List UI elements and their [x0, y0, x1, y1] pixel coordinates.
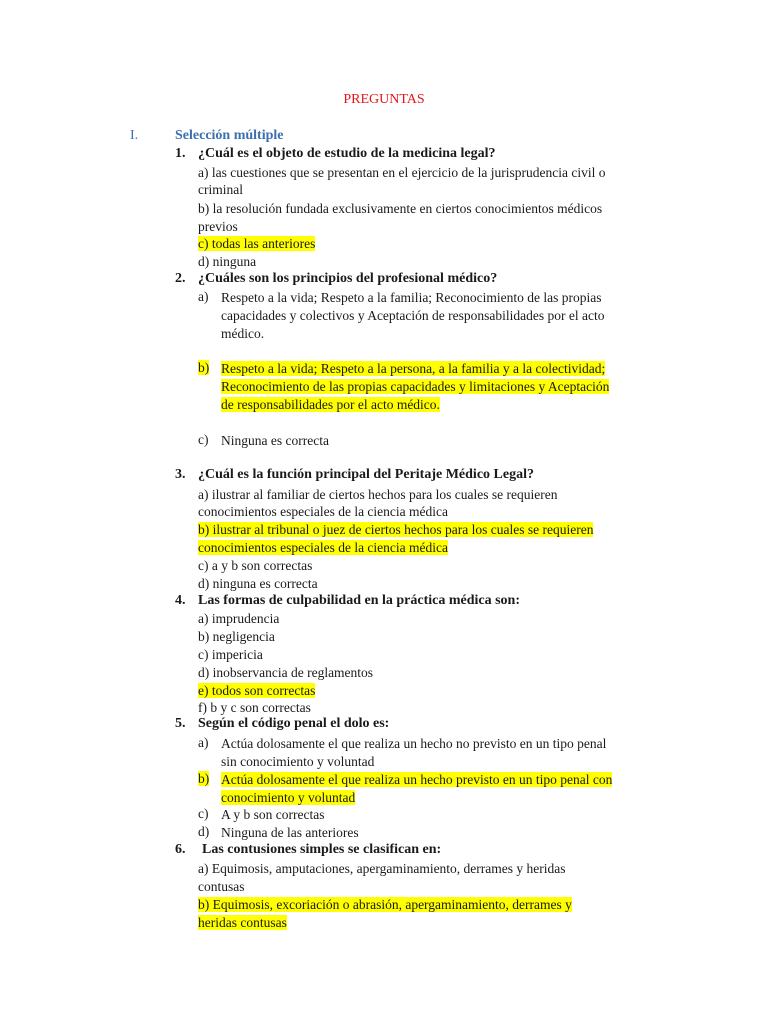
question-3-line-1: a) ilustrar al familiar de ciertos hechos para los cuales se requieren — [198, 487, 558, 502]
question-6-text: Las contusiones simples se clasifican en: — [202, 842, 442, 857]
question-3-answer-line-2: conocimientos especiales de la ciencia médica — [198, 540, 449, 555]
question-5-option-a-line-1: Actúa dolosamente el que realiza un hecho no previsto en un tipo penal — [221, 736, 607, 751]
question-2-option-c-label: c) — [198, 432, 209, 447]
question-1-line-2: criminal — [198, 182, 243, 197]
question-5-text: Según el código penal el dolo es: — [198, 716, 390, 731]
question-5-option-b-line-1: Actúa dolosamente el que realiza un hecho previsto en un tipo penal con — [221, 772, 613, 787]
question-2-option-b-line-3: de responsabilidades por el acto médico. — [221, 397, 440, 412]
question-6-line-2: contusas — [198, 879, 245, 894]
question-4-line-4: d) inobservancia de reglamentos — [198, 665, 374, 680]
question-5-option-b-label: b) — [198, 771, 210, 786]
question-6-answer-line-1: b) Equimosis, excoriación o abrasión, apergaminamiento, derrames y — [198, 897, 572, 912]
question-1-line-4: previos — [198, 219, 238, 234]
question-3-text: ¿Cuál es la función principal del Peritaje Médico Legal? — [198, 467, 534, 482]
section-number: I. — [130, 128, 139, 143]
question-1-text: ¿Cuál es el objeto de estudio de la medicina legal? — [198, 146, 496, 161]
question-2-option-a-line-3: médico. — [221, 326, 265, 341]
question-2-option-b-label: b) — [198, 360, 210, 375]
question-4-text: Las formas de culpabilidad en la práctica médica son: — [198, 593, 521, 608]
question-2-option-a-line-2: capacidades y colectivos y Aceptación de responsabilidades por el acto — [221, 308, 605, 323]
question-4-line-2: b) negligencia — [198, 629, 275, 644]
question-6-line-1: a) Equimosis, amputaciones, apergaminamiento, derrames y heridas — [198, 861, 566, 876]
question-5-option-a-line-2: sin conocimiento y voluntad — [221, 754, 375, 769]
question-5-option-b-line-2: conocimiento y voluntad — [221, 790, 356, 805]
question-2-option-c-line-1: Ninguna es correcta — [221, 433, 329, 448]
question-1-number: 1. — [175, 146, 186, 161]
question-1-answer: c) todas las anteriores — [198, 236, 316, 251]
question-2-text: ¿Cuáles son los principios del profesional médico? — [198, 271, 498, 286]
question-1-line-6: d) ninguna — [198, 254, 257, 269]
question-3-answer-line-1: b) ilustrar al tribunal o juez de ciertos hechos para los cuales se requieren — [198, 522, 594, 537]
question-2-option-b-line-2: Reconocimiento de las propias capacidades y limitaciones y Aceptación — [221, 379, 610, 394]
question-2-option-a-line-1: Respeto a la vida; Respeto a la familia; Reconocimiento de las propias — [221, 290, 602, 305]
question-4-line-6: f) b y c son correctas — [198, 700, 311, 715]
question-3-line-2: conocimientos especiales de la ciencia médica — [198, 504, 449, 519]
question-2-option-a-label: a) — [198, 289, 209, 304]
question-5-option-c-label: c) — [198, 806, 209, 821]
question-5-option-a-label: a) — [198, 735, 209, 750]
question-3-line-6: d) ninguna es correcta — [198, 576, 318, 591]
question-3-line-5: c) a y b son correctas — [198, 558, 313, 573]
section-title: Selección múltiple — [175, 128, 284, 143]
question-4-line-3: c) impericia — [198, 647, 263, 662]
question-1-line-3: b) la resolución fundada exclusivamente en ciertos conocimientos médicos — [198, 201, 603, 216]
page-title: PREGUNTAS — [343, 92, 425, 107]
question-4-answer: e) todos son correctas — [198, 683, 316, 698]
question-2-option-b-line-1: Respeto a la vida; Respeto a la persona, a la familia y a la colectividad; — [221, 361, 606, 376]
question-5-option-d-label: d) — [198, 824, 210, 839]
question-6-answer-line-2: heridas contusas — [198, 915, 287, 930]
question-1-line-1: a) las cuestiones que se presentan en el ejercicio de la jurisprudencia civil o — [198, 165, 606, 180]
question-5-option-c-line-1: A y b son correctas — [221, 807, 325, 822]
question-3-number: 3. — [175, 467, 186, 482]
question-5-option-d-line-1: Ninguna de las anteriores — [221, 825, 359, 840]
question-4-number: 4. — [175, 593, 186, 608]
question-5-number: 5. — [175, 716, 186, 731]
question-2-number: 2. — [175, 271, 186, 286]
question-4-line-1: a) imprudencia — [198, 611, 280, 626]
question-6-number: 6. — [175, 842, 186, 857]
